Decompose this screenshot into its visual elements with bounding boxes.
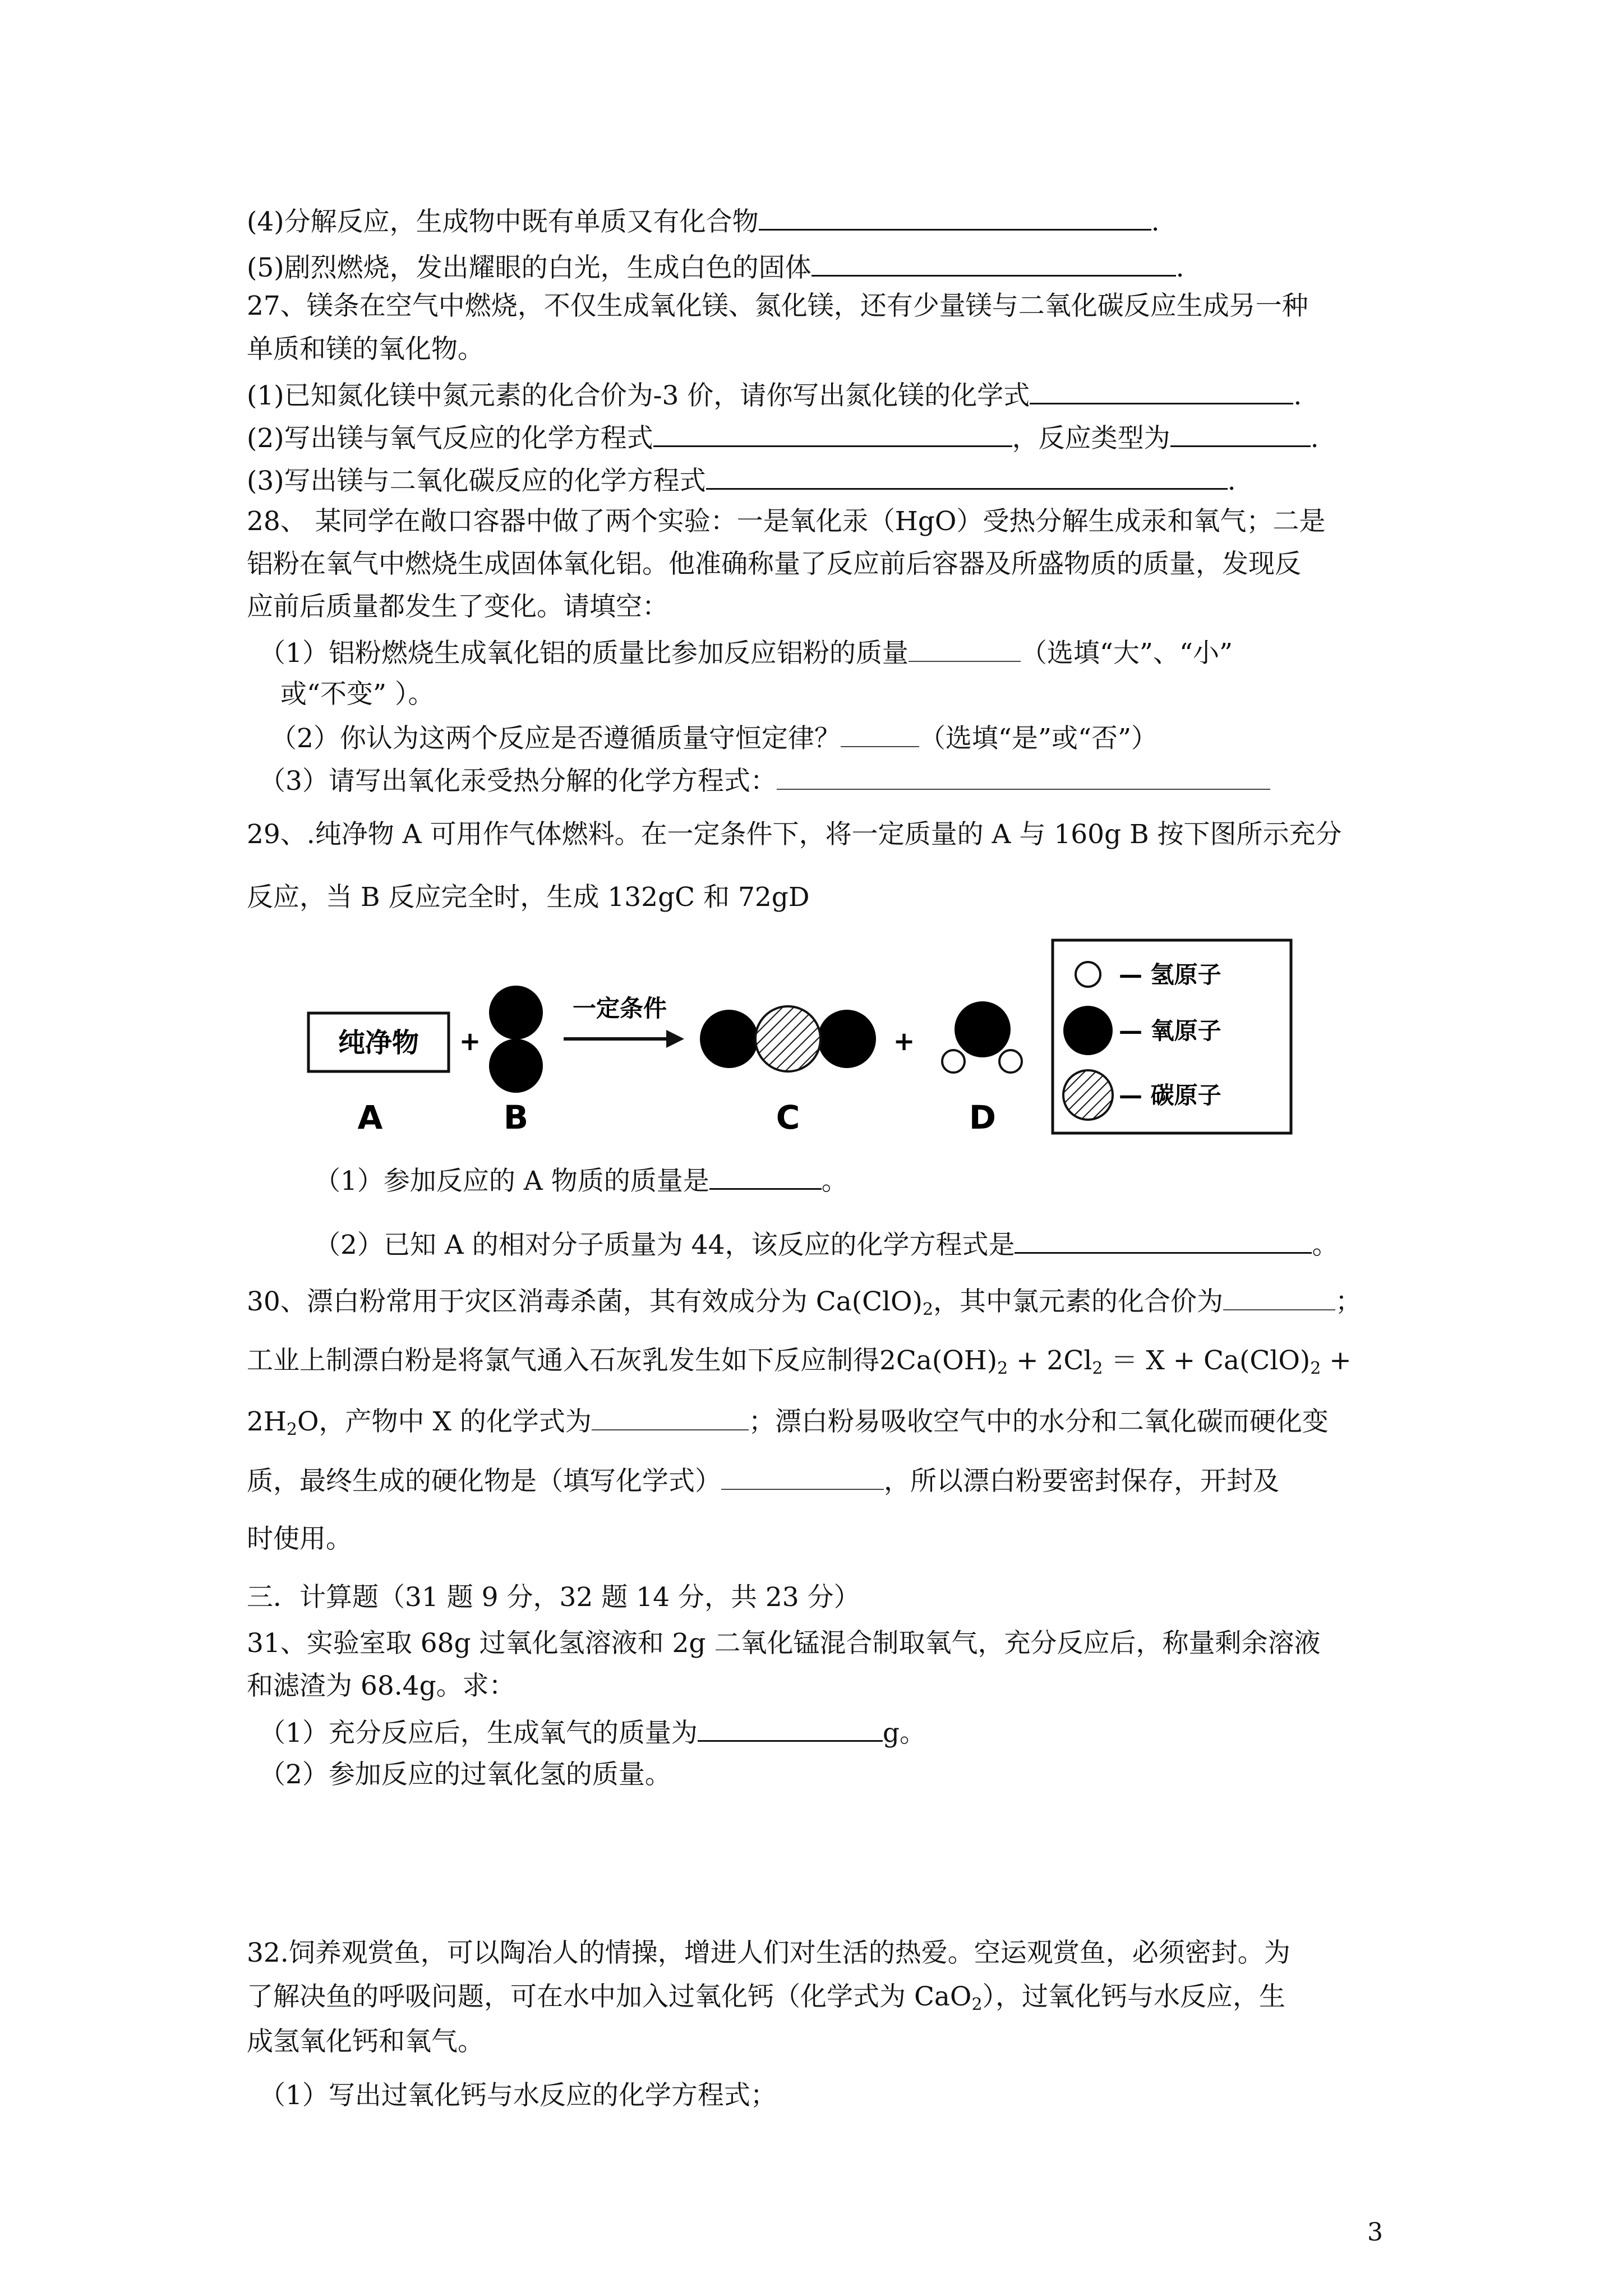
question-26-4: (4)分解反应，生成物中既有单质又有化合物 . bbox=[247, 203, 1402, 239]
question-text: (4)分解反应，生成物中既有单质又有化合物 bbox=[247, 206, 759, 237]
answer-blank[interactable] bbox=[709, 1162, 822, 1190]
page-number: 3 bbox=[1367, 2218, 1383, 2247]
question-30-end: 时使用。 bbox=[247, 1524, 352, 1554]
question-text: （3）请写出氧化汞受热分解的化学方程式： bbox=[259, 766, 777, 797]
answer-blank[interactable] bbox=[909, 635, 1021, 662]
question-31-stem-cont: 和滤渣为 68.4g。求： bbox=[247, 1671, 515, 1701]
question-30-hardened: 质，最终生成的硬化物是（填写化学式） ，所以漂白粉要密封保存，开封及 bbox=[247, 1463, 1402, 1498]
reaction-diagram bbox=[292, 931, 1301, 1156]
question-32-stem: 32.饲养观赏鱼，可以陶冶人的情操，增进人们对生活的热爱。空运观赏鱼，必须密封。为 bbox=[247, 1938, 1290, 1968]
answer-blank[interactable] bbox=[811, 249, 1176, 277]
answer-blank[interactable] bbox=[698, 1714, 883, 1742]
plus-sign: + bbox=[459, 1026, 481, 1056]
question-31-2: （2）参加反应的过氧化氢的质量。 bbox=[259, 1759, 671, 1790]
question-31-stem: 31、实验室取 68g 过氧化氢溶液和 2g 二氧化锰混合制取氧气，充分反应后，称量剩余溶液 bbox=[247, 1628, 1321, 1659]
question-text: （1）充分反应后，生成氧气的质量为 bbox=[259, 1718, 698, 1749]
legend-carbon: — 碳原子 bbox=[1119, 1082, 1221, 1109]
question-30-equation: 工业上制漂白粉是将氯气通入石灰乳发生如下反应制得$2Ca(OH)_2 + 2Cl_2 = X + Ca(ClO)_2$ + bbox=[247, 1345, 1352, 1378]
question-32-stem-cont: 成氢氧化钙和氧气。 bbox=[247, 2026, 484, 2057]
answer-blank[interactable] bbox=[706, 462, 1228, 490]
answer-blank[interactable] bbox=[721, 1463, 884, 1490]
question-29-1: （1）参加反应的 A 物质的质量是 。 bbox=[314, 1162, 1469, 1198]
question-28-1-cont: 或“不变” ）。 bbox=[280, 679, 435, 710]
question-32-1: （1）写出过氧化钙与水反应的化学方程式； bbox=[259, 2080, 777, 2111]
question-27-stem: 27、镁条在空气中燃烧，不仅生成氧化镁、氮化镁，还有少量镁与二氧化碳反应生成另一种 bbox=[247, 291, 1308, 321]
label-c: C bbox=[776, 1098, 800, 1137]
hydrogen-atom-icon bbox=[1076, 962, 1100, 987]
question-27-3: (3)写出镁与二氧化碳反应的化学方程式 . bbox=[247, 462, 1402, 498]
question-text: (3)写出镁与二氧化碳反应的化学方程式 bbox=[247, 466, 706, 496]
legend-oxygen: — 氧原子 bbox=[1119, 1017, 1221, 1045]
question-28-stem-cont: 铝粉在氧气中燃烧生成固体氧化铝。他准确称量了反应前后容器及所盛物质的质量，发现反 bbox=[247, 549, 1301, 579]
atom-legend bbox=[1053, 940, 1291, 1133]
question-27-2: (2)写出镁与氧气反应的化学方程式 ，反应类型为 . bbox=[247, 420, 1402, 455]
question-28-2: （2）你认为这两个反应是否遵循质量守恒定律？ （选填“是”或“否”） bbox=[270, 720, 1426, 756]
carbon-atom-icon bbox=[1063, 1070, 1113, 1120]
question-29-2: （2）已知 A 的相对分子质量为 44，该反应的化学方程式是 。 bbox=[314, 1226, 1469, 1262]
answer-blank[interactable] bbox=[759, 203, 1151, 231]
reaction-arrow-icon bbox=[564, 995, 684, 1048]
arrow-label: 一定条件 bbox=[572, 995, 667, 1022]
label-d: D bbox=[969, 1098, 997, 1137]
question-27-stem-cont: 单质和镁的氧化物。 bbox=[247, 334, 484, 365]
question-text: (2)写出镁与氧气反应的化学方程式 bbox=[247, 423, 653, 454]
answer-blank[interactable] bbox=[1030, 377, 1293, 404]
answer-blank[interactable] bbox=[1223, 1283, 1335, 1310]
label-b: B bbox=[503, 1098, 529, 1137]
question-text: （1）铝粉燃烧生成氧化铝的质量比参加反应铝粉的质量 bbox=[259, 638, 909, 669]
answer-blank[interactable] bbox=[653, 420, 1012, 447]
question-27-1: (1)已知氮化镁中氮元素的化合价为-3 价，请你写出氮化镁的化学式 . bbox=[247, 377, 1402, 413]
question-text: （2）你认为这两个反应是否遵循质量守恒定律？ bbox=[270, 723, 841, 754]
molecule-d-icon bbox=[942, 1001, 1022, 1073]
molecule-b-icon bbox=[489, 986, 543, 1093]
question-26-5: (5)剧烈燃烧，发出耀眼的白光，生成白色的固体 . bbox=[247, 249, 1402, 285]
label-a: A bbox=[357, 1098, 383, 1137]
substance-a-box bbox=[308, 1013, 449, 1071]
question-29-stem-cont: 反应，当 B 反应完全时，生成 132gC 和 72gD bbox=[247, 882, 810, 913]
answer-blank[interactable] bbox=[1015, 1226, 1312, 1254]
question-text: （1）参加反应的 A 物质的质量是 bbox=[314, 1166, 709, 1197]
question-28-1: （1）铝粉燃烧生成氧化铝的质量比参加反应铝粉的质量 （选填“大”、“小” bbox=[259, 635, 1414, 670]
section-3-heading: 三．计算题（31 题 9 分，32 题 14 分，共 23 分） bbox=[247, 1582, 860, 1613]
answer-blank[interactable] bbox=[777, 763, 1270, 790]
question-32-stem-cont: 了解决鱼的呼吸问题，可在水中加入过氧化钙（化学式为 CaO$_2$），过氧化钙与水反应，生 bbox=[247, 1981, 1286, 2014]
question-30-stem: 30、漂白粉常用于灾区消毒杀菌，其有效成分为 $Ca(ClO)_2$，其中氯元素的化合价为 ； bbox=[247, 1283, 1402, 1319]
answer-blank[interactable] bbox=[1170, 420, 1311, 447]
answer-blank[interactable] bbox=[592, 1404, 749, 1430]
oxygen-atom-icon bbox=[1063, 1006, 1113, 1055]
plus-sign: + bbox=[893, 1026, 915, 1056]
question-text: （2）已知 A 的相对分子质量为 44，该反应的化学方程式是 bbox=[314, 1230, 1015, 1260]
question-28-3 bbox=[259, 763, 1414, 798]
molecule-c-icon bbox=[700, 1006, 876, 1071]
question-28-stem-cont: 应前后质量都发生了变化。请填空： bbox=[247, 591, 668, 622]
answer-blank[interactable] bbox=[841, 720, 919, 747]
box-label: 纯净物 bbox=[338, 1027, 419, 1059]
legend-hydrogen: — 氢原子 bbox=[1119, 961, 1221, 988]
question-30-x: $2H_2O$，产物中 X 的化学式为 ；漂白粉易吸收空气中的水分和二氧化碳而硬化变 bbox=[247, 1404, 1402, 1439]
question-29-stem: 29、.纯净物 A 可用作气体燃料。在一定条件下，将一定质量的 A 与 160g B 按下图所示充分 bbox=[247, 819, 1342, 850]
question-31-1: （1）充分反应后，生成氧气的质量为 g。 bbox=[259, 1714, 1414, 1750]
question-28-stem: 28、 某同学在敞口容器中做了两个实验：一是氧化汞（HgO）受热分解生成汞和氧气；二是 bbox=[247, 506, 1326, 537]
question-text: (1)已知氮化镁中氮元素的化合价为-3 价，请你写出氮化镁的化学式 bbox=[247, 380, 1030, 411]
question-text: (5)剧烈燃烧，发出耀眼的白光，生成白色的固体 bbox=[247, 252, 811, 283]
